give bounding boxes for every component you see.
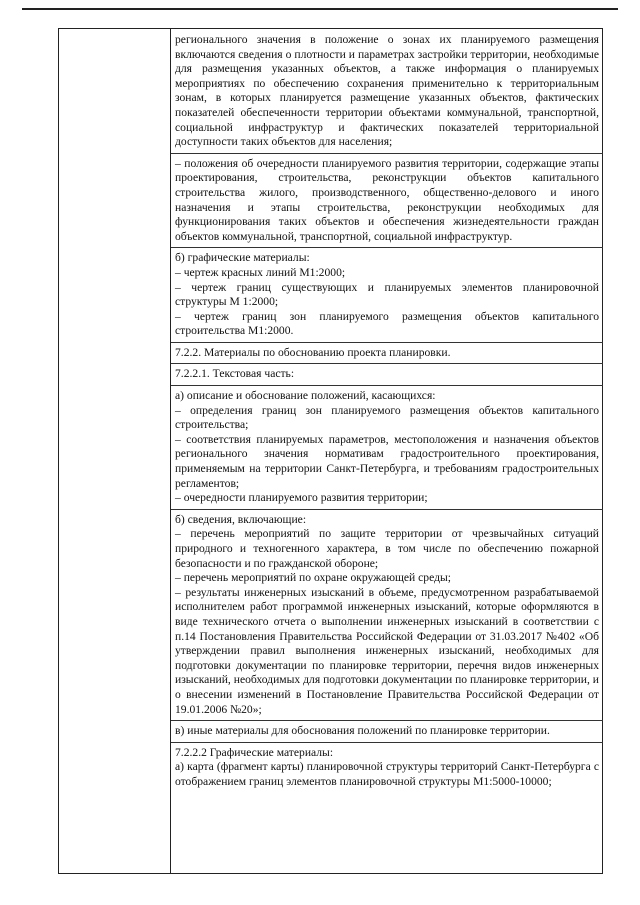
list-item: – чертеж красных линий М1:2000; xyxy=(175,265,346,279)
list-item: – результаты инженерных изысканий в объеме, предусмотренном разрабатываемой исполнителем работ программой инженерных изысканий, которые оформляются в виде технического отчета о выполнении инженерных изысканий в соответствии с п.14 Постановления Правительства Российской Федерации от 31.03.2017 №402 «Об утверждении правил выполнения инженерных изысканий, необходимых для подготовки документации по планировке территории, перечня видов инженерных изысканий, необходимых для подготовки документации по планировке территории, и о внесении изменений в Постановление Правительства Российской Федерации от 19.01.2006 №20»; xyxy=(175,585,599,716)
list-item: а) карта (фрагмент карты) планировочной структуры территорий Санкт-Петербурга с отображением границ элементов планировочной структуры М1:5000-10000; xyxy=(175,760,599,788)
column-divider xyxy=(170,28,171,874)
list-heading: а) описание и обоснование положений, касающихся: xyxy=(175,389,436,403)
list-item: – очередности планируемого развития территории; xyxy=(175,491,428,505)
section-heading: 7.2.2. Материалы по обоснованию проекта планировки. xyxy=(175,345,451,359)
row-divider xyxy=(171,385,603,386)
list-item: в) иные материалы для обоснования положений по планировке территории. xyxy=(175,724,550,738)
paragraph: регионального значения в положение о зонах их планируемого размещения включаются сведения о плотности и параметрах застройки территории, необходимые для размещения указанных объектов, а также информация о планируемых мероприятиях по обеспечению сохранения применительно к территориальным зонам, в которых планируется размещение указанных объектов, фактических показателей обеспеченности территории объектами коммунальной, транспортной, социальной инфраструктур и фактических показателей территориальной доступности таких объектов для населения; xyxy=(175,33,599,149)
top-rule xyxy=(22,8,618,10)
row-divider xyxy=(171,720,603,721)
row-divider xyxy=(171,153,603,154)
row-divider xyxy=(171,247,603,248)
list-item: – чертеж границ зон планируемого размещения объектов капитального строительства М1:2000. xyxy=(175,309,599,338)
subsection-heading: 7.2.2.2 Графические материалы: xyxy=(175,745,334,759)
list-item: – соответствия планируемых параметров, местоположения и назначения объектов регионального значения нормативам градостроительного проектирования, применяемым на территории Санкт-Петербурга, и требованиям градостроительных регламентов; xyxy=(175,432,599,490)
list-heading: б) графические материалы: xyxy=(175,251,310,265)
list-item: – перечень мероприятий по охране окружающей среды; xyxy=(175,571,452,585)
list-heading: б) сведения, включающие: xyxy=(175,512,307,526)
row-divider xyxy=(171,342,603,343)
list-item: – определения границ зон планируемого размещения объектов капитального строительства; xyxy=(175,403,599,432)
paragraph: – положения об очередности планируемого развития территории, содержащие этапы проектирования, строительства, реконструкции объектов капитального строительства жилого, производственного, общественно-делового и иного назначения и этапы строительства, реконструкции необходимых для функционирования таких объектов и обеспечения жизнедеятельности граждан объектов коммунальной, транспортной, социальной инфраструктур. xyxy=(175,156,599,243)
list-item: – перечень мероприятий по защите территории от чрезвычайных ситуаций природного и техногенного характера, в том числе по обеспечению пожарной безопасности и по гражданской обороне; xyxy=(175,527,599,570)
row-divider xyxy=(171,363,603,364)
list-item: – чертеж границ существующих и планируемых элементов планировочной структуры М 1:2000; xyxy=(175,280,599,309)
subsection-heading: 7.2.2.1. Текстовая часть: xyxy=(175,367,295,381)
row-divider xyxy=(171,509,603,510)
row-divider xyxy=(171,742,603,743)
document-content xyxy=(175,33,599,790)
